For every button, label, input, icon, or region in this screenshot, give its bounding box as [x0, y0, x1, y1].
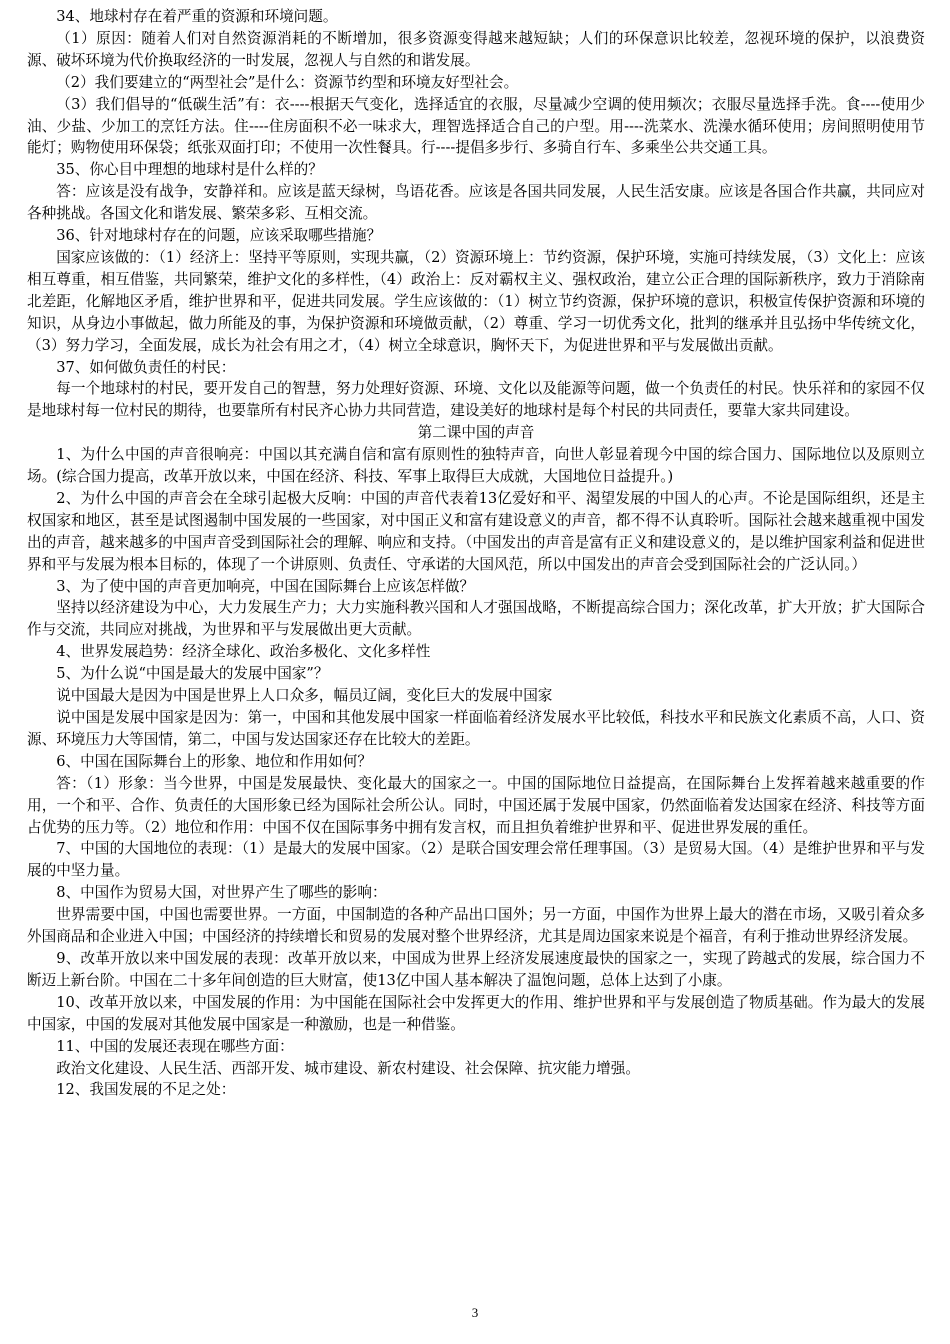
- question-heading: 5、为什么说“中国是最大的发展中国家”？: [56, 665, 329, 683]
- page-number: 3: [471, 1305, 479, 1320]
- question-paragraph: 7、中国的大国地位的表现：（1）是最大的发展中国家。（2）是联合国安理会常任理事国。（3）是贸易大国。（4）是维护世界和平与发展的中坚力量。: [27, 840, 925, 880]
- question-heading: 34、地球村存在着严重的资源和环境问题。: [56, 8, 338, 25]
- question-paragraph: 10、改革开放以来，中国发展的作用：为中国能在国际社会中发挥更大的作用、维护世界和平与发展创造了物质基础。作为最大的发展中国家，中国的发展对其他发展中国家是一种激励，也是一种借鉴。: [27, 993, 925, 1033]
- question-paragraph: 4、世界发展趋势：经济全球化、政治多极化、文化多样性: [56, 643, 431, 661]
- answer-paragraph: 世界需要中国，中国也需要世界。一方面，中国制造的各种产品出口国外；另一方面，中国作为世界上最大的潜在市场，又吸引着众多外国商品和企业进入中国；中国经济的持续增长和贸易的发展对整个世界经济，尤其是周边国家来说是个福音，有利于推动世界经济发展。: [27, 906, 925, 946]
- answer-paragraph: 国家应该做的：（1）经济上：坚持平等原则，实现共赢，（2）资源环境上：节约资源，保护环境，实施可持续发展，（3）文化上：应该相互尊重，相互借鉴，共同繁荣，维护文化的多样性，（4）政治上：反对霸权主义、强权政治，建立公正合理的国际新秩序，致力于消除南北差距，化解地区矛盾，维护世界和平，促进共同发展。学生应该做的：（1）树立节约资源，保护环境的意识，积极宣传保护资源和环境的知识，从身边小事做起，做力所能及的事，为保护资源和环境做贡献，（2）尊重、学习一切优秀文化，批判的继承并且弘扬中华传统文化，（3）努力学习，全面发展，成长为社会有用之才，（4）树立全球意识，胸怀天下，为促进世界和平与发展做出贡献。: [27, 248, 925, 354]
- question-heading: 11、中国的发展还表现在哪些方面：: [56, 1037, 294, 1055]
- answer-paragraph: 坚持以经济建设为中心，大力发展生产力；大力实施科教兴国和人才强国战略，不断提高综合国力；深化改革，扩大开放；扩大国际合作与交流，共同应对挑战，为世界和平与发展做出更大贡献。: [27, 599, 925, 639]
- answer-paragraph: （1）原因：随着人们对自然资源消耗的不断增加，很多资源变得越来越短缺；人们的环保意识比较差，忽视环境的保护，以浪费资源、破坏环境为代价换取经济的一时发展，忽视人与自然的和谐发展。: [27, 29, 925, 69]
- question-heading: 36、针对地球村存在的问题，应该采取哪些措施？: [56, 227, 382, 245]
- question-heading: 8、中国作为贸易大国，对世界产生了哪些的影响：: [56, 884, 387, 902]
- question-paragraph: 9、改革开放以来中国发展的表现：改革开放以来，中国成为世界上经济发展速度最快的国家之一，实现了跨越式的发展，综合国力不断迈上新台阶。中国在二十多年间创造的巨大财富，使13亿中国人基本解决了温饱问题，总体上达到了小康。: [27, 949, 925, 989]
- lesson-title: 第二课中国的声音: [417, 424, 535, 442]
- question-heading: 35、你心目中理想的地球村是什么样的？: [56, 161, 323, 179]
- question-paragraph: 1、为什么中国的声音很响亮：中国以其充满自信和富有原则性的独特声音，向世人彰显着现今中国的综合国力、国际地位以及原则立场。(综合国力提高，改革开放以来，中国在经济、科技、军事上取得巨大成就，大国地位日益提升。): [27, 446, 925, 486]
- question-heading: 6、中国在国际舞台上的形象、地位和作用如何？: [56, 752, 372, 770]
- question-heading: 37、如何做负责任的村民：: [56, 358, 236, 376]
- answer-paragraph: 答：应该是没有战争，安静祥和。应该是蓝天绿树，鸟语花香。应该是各国共同发展，人民生活安康。应该是各国合作共赢，共同应对各种挑战。各国文化和谐发展、繁荣多彩、互相交流。: [27, 183, 925, 223]
- document-body: [27, 6, 925, 1101]
- question-heading: 12、我国发展的不足之处：: [56, 1081, 236, 1099]
- answer-paragraph: 每一个地球村的村民，要开发自己的智慧，努力处理好资源、环境、文化以及能源等问题，做一个负责任的村民。快乐祥和的家园不仅是地球村每一位村民的期待，也要靠所有村民齐心协力共同营造，建设美好的地球村是每个村民的共同责任，要靠大家共同建设。: [27, 380, 925, 420]
- answer-paragraph: 说中国最大是因为中国是世界上人口众多，幅员辽阔，变化巨大的发展中国家: [56, 687, 553, 705]
- answer-paragraph: （3）我们倡导的“低碳生活”有：衣----根据天气变化，选择适宜的衣服，尽量减少空调的使用频次；衣服尽量选择手洗。食----使用少油、少盐、少加工的烹饪方法。住----住房面积不必一味求大，理智选择适合自己的户型。用----洗菜水、洗澡水循环使用；房间照明使用节能灯；购物使用环保袋；纸张双面打印；不使用一次性餐具。行----提倡多步行、多骑自行车、多乘坐公共交通工具。: [27, 95, 925, 157]
- answer-paragraph: 说中国是发展中国家是因为：第一，中国和其他发展中国家一样面临着经济发展水平比较低，科技水平和民族文化素质不高，人口、资源、环境压力大等国情，第二，中国与发达国家还存在比较大的差距。: [27, 709, 925, 748]
- question-heading: 3、为了使中国的声音更加响亮，中国在国际舞台上应该怎样做？: [56, 577, 475, 595]
- question-paragraph: 2、为什么中国的声音会在全球引起极大反响：中国的声音代表着13亿爱好和平、渴望发展的中国人的心声。不论是国际组织，还是主权国家和地区，甚至是试图遏制中国发展的一些国家，对中国正义和富有建设意义的声音，都不得不认真聆听。国际社会越来越重视中国发出的声音，越来越多的中国声音受到国际社会的理解、响应和支持。（中国发出的声音是富有正义和建设意义的，是以维护国家利益和促进世界和平与发展为根本目标的，体现了一个讲原则、负责任、守承诺的大国风范，所以中国发出的声音会受到国际社会的广泛认同。）: [27, 489, 925, 573]
- answer-paragraph: （2）我们要建立的“两型社会”是什么：资源节约型和环境友好型社会。: [56, 73, 519, 91]
- answer-paragraph: 答：（1）形象：当今世界，中国是发展最快、变化最大的国家之一。中国的国际地位日益提高，在国际舞台上发挥着越来越重要的作用，一个和平、合作、负责任的大国形象已经为国际社会所公认。同时，中国还属于发展中国家，仍然面临着发达国家在经济、科技等方面占优势的压力等。（2）地位和作用：中国不仅在国际事务中拥有发言权，而且担负着维护世界和平、促进世界发展的重任。: [27, 774, 925, 836]
- answer-paragraph: 政治文化建设、人民生活、西部开发、城市建设、新农村建设、社会保障、抗灾能力增强。: [56, 1059, 640, 1077]
